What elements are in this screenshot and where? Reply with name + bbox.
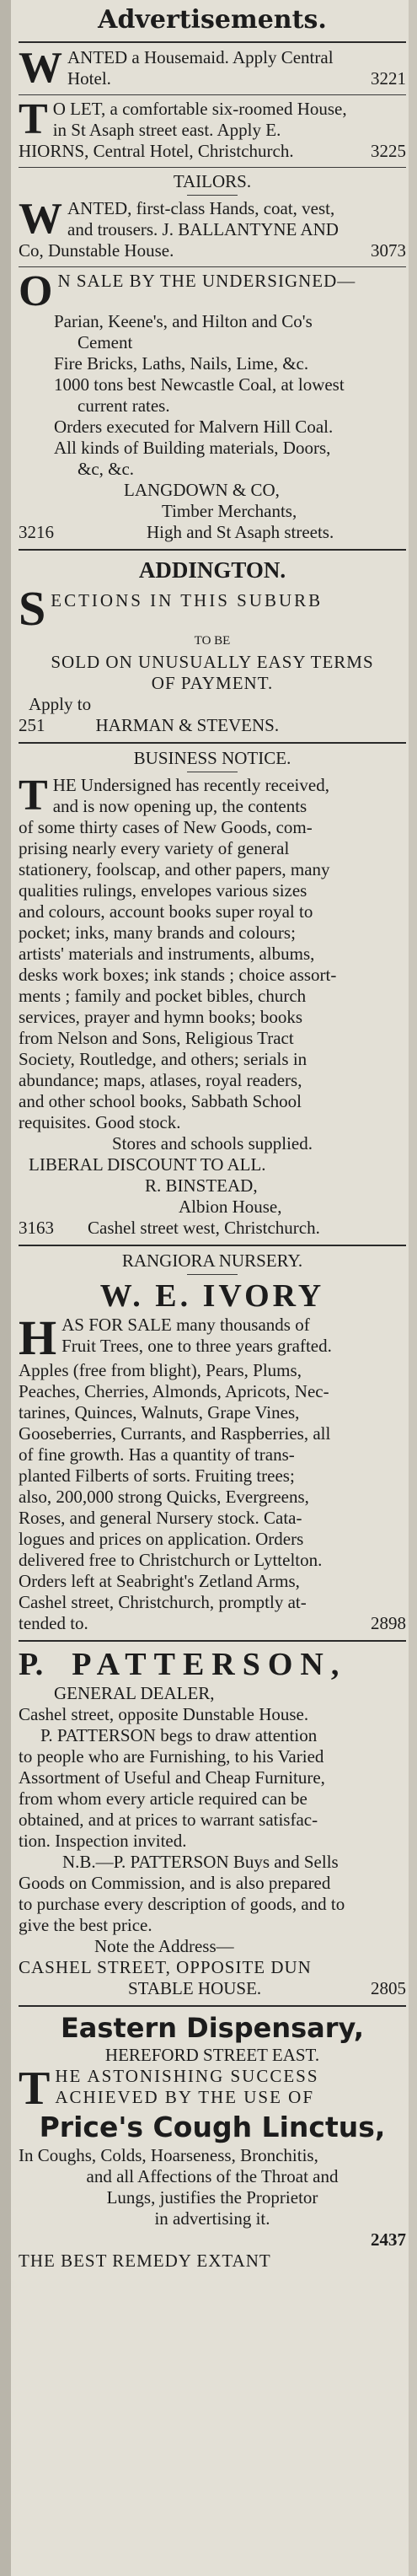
ad-line: planted Filberts of sorts. Fruiting trees; bbox=[19, 1465, 295, 1486]
ad-line: Note the Address— bbox=[94, 1936, 234, 1956]
business-name: PATTERSON, bbox=[72, 1647, 347, 1682]
ad-line: ANTED a Housemaid. Apply Central bbox=[67, 47, 334, 67]
ad-title: GENERAL DEALER, bbox=[54, 1683, 215, 1703]
ad-line: abundance; maps, atlases, royal readers, bbox=[19, 1070, 302, 1090]
signature: Timber Merchants, bbox=[162, 501, 297, 521]
ad-line: Peaches, Cherries, Almonds, Apricots, Nec- bbox=[19, 1381, 329, 1401]
ad-line: HEREFORD STREET EAST. bbox=[104, 2045, 320, 2065]
ad-line: Stores and schools supplied. bbox=[112, 1133, 313, 1154]
ad-line: Goods on Commission, and is also prepared bbox=[19, 1873, 331, 1893]
product-name: Price's Cough Linctus, bbox=[39, 2111, 386, 2143]
ad-line: Co, Dunstable House. bbox=[19, 240, 174, 261]
ad-line: in advertising it. bbox=[154, 2208, 270, 2229]
ad-line: Apply to bbox=[29, 694, 92, 714]
ad-line: OF PAYMENT. bbox=[151, 673, 274, 693]
divider bbox=[19, 1640, 406, 1642]
ad-line: HE ASTONISHING SUCCESS bbox=[55, 2066, 319, 2086]
ad-line: SOLD ON UNUSUALLY EASY TERMS bbox=[51, 652, 374, 672]
ad-line: prising nearly every variety of general bbox=[19, 838, 290, 858]
ad-line: Roses, and general Nursery stock. Cata- bbox=[19, 1508, 302, 1528]
ad-line: from whom every article required can be bbox=[19, 1788, 307, 1809]
ad-addington bbox=[19, 555, 406, 738]
ad-line: requisites. Good stock. bbox=[19, 1112, 181, 1132]
ad-patterson bbox=[19, 1646, 406, 2001]
short-rule bbox=[187, 195, 238, 196]
ad-line: stationery, foolscap, and other papers, many bbox=[19, 859, 330, 879]
ad-line: Cashel street, Christchurch, promptly at- bbox=[19, 1592, 307, 1612]
list-item: 1000 tons best Newcastle Coal, at lowest bbox=[54, 374, 345, 395]
ad-number: 2437 bbox=[371, 2229, 406, 2250]
ad-line: Cashel street, opposite Dunstable House. bbox=[19, 1704, 309, 1724]
ad-line: Fruit Trees, one to three years grafted. bbox=[61, 1336, 332, 1356]
ad-line: In Coughs, Colds, Hoarseness, Bronchitis, bbox=[19, 2145, 318, 2165]
drop-cap: O bbox=[19, 267, 53, 315]
ad-business-notice bbox=[19, 748, 406, 1240]
ad-title: RANGIORA NURSERY. bbox=[121, 1250, 303, 1271]
ad-line: Assortment of Useful and Cheap Furniture, bbox=[19, 1767, 325, 1788]
ad-line: also, 200,000 strong Quicks, Evergreens, bbox=[19, 1487, 309, 1507]
ad-line: of fine growth. Has a quantity of trans- bbox=[19, 1444, 295, 1465]
ad-line: Society, Routledge, and others; serials in bbox=[19, 1049, 307, 1069]
list-item: &c, &c. bbox=[78, 459, 135, 479]
ad-line: TO BE bbox=[194, 634, 231, 648]
list-item: Cement bbox=[78, 332, 133, 352]
drop-cap: T bbox=[19, 772, 48, 820]
ad-line: pocket; inks, many brands and colours; bbox=[19, 922, 296, 943]
ad-number: 3216 bbox=[19, 522, 54, 542]
ad-line: ECTIONS IN THIS SUBURB bbox=[51, 590, 323, 610]
ad-line: Orders left at Seabright's Zetland Arms, bbox=[19, 1571, 300, 1591]
ad-number: 2805 bbox=[371, 1978, 406, 1998]
divider bbox=[19, 1245, 406, 1246]
page-edge bbox=[409, 0, 417, 2576]
ad-on-sale bbox=[19, 267, 406, 545]
ad-line: logues and prices on application. Orders bbox=[19, 1529, 304, 1549]
ad-number: 3163 bbox=[19, 1218, 54, 1238]
ad-number: 3225 bbox=[371, 141, 406, 161]
drop-cap: S bbox=[19, 581, 46, 636]
ad-line: of some thirty cases of New Goods, com- bbox=[19, 817, 313, 837]
ad-eastern-dispensary bbox=[19, 2011, 406, 2273]
ad-title: ADDINGTON. bbox=[138, 557, 286, 583]
signature: Albion House, bbox=[179, 1197, 282, 1217]
divider bbox=[19, 167, 406, 168]
ad-line: Apples (free from blight), Pears, Plums, bbox=[19, 1360, 302, 1380]
list-item: Orders executed for Malvern Hill Coal. bbox=[54, 417, 334, 437]
advertisement-page bbox=[19, 0, 406, 2273]
signature: High and St Asaph streets. bbox=[147, 522, 334, 542]
ad-line: Lungs, justifies the Proprietor bbox=[106, 2187, 318, 2208]
ad-line: HIORNS, Central Hotel, Christchurch. bbox=[19, 141, 294, 161]
ad-title: BUSINESS NOTICE. bbox=[133, 748, 291, 768]
ad-title: Eastern Dispensary, bbox=[60, 2012, 365, 2044]
ad-line: LIBERAL DISCOUNT TO ALL. bbox=[29, 1154, 266, 1175]
ad-line: delivered free to Christchurch or Lyttelton. bbox=[19, 1550, 323, 1570]
ad-line: desks work boxes; ink stands ; choice assort- bbox=[19, 965, 337, 985]
signature: Cashel street west, Christchurch. bbox=[88, 1218, 320, 1238]
ad-line: to people who are Furnishing, to his Varied bbox=[19, 1746, 324, 1767]
ad-line: N.B.—P. PATTERSON Buys and Sells bbox=[62, 1852, 339, 1872]
signature: LANGDOWN & CO, bbox=[124, 480, 280, 500]
ad-line: AS FOR SALE many thousands of bbox=[61, 1315, 310, 1335]
drop-cap: T bbox=[19, 2062, 51, 2115]
ad-line: obtained, and at prices to warrant satisfac- bbox=[19, 1810, 318, 1830]
ad-number: 3221 bbox=[371, 68, 406, 89]
divider bbox=[19, 94, 406, 95]
ad-rangiora-nursery bbox=[19, 1250, 406, 1636]
ad-line: artists' materials and instruments, albums, bbox=[19, 944, 315, 964]
signature: R. BINSTEAD, bbox=[145, 1175, 258, 1196]
ad-number: 251 bbox=[19, 715, 45, 735]
list-item: Fire Bricks, Laths, Nails, Lime, &c. bbox=[54, 353, 309, 374]
ad-line: and is now opening up, the contents bbox=[52, 796, 307, 816]
ad-tailors bbox=[19, 171, 406, 263]
ad-title: TAILORS. bbox=[173, 171, 252, 191]
ad-line: and colours, account books super royal to bbox=[19, 901, 313, 922]
divider bbox=[19, 266, 406, 267]
ad-number: 2898 bbox=[371, 1613, 406, 1633]
list-item: All kinds of Building materials, Doors, bbox=[54, 438, 331, 458]
divider bbox=[19, 2005, 406, 2007]
ad-line: THE BEST REMEDY EXTANT bbox=[19, 2251, 271, 2271]
divider bbox=[19, 41, 406, 43]
ad-line: Gooseberries, Currants, and Raspberries, all bbox=[19, 1423, 331, 1444]
ad-line: to purchase every description of goods, and to bbox=[19, 1894, 345, 1914]
ad-line: ACHIEVED BY THE USE OF bbox=[55, 2087, 315, 2107]
page-title: Advertisements. bbox=[98, 5, 327, 35]
ad-line: tarines, Quinces, Walnuts, Grape Vines, bbox=[19, 1402, 300, 1422]
ad-line: P. PATTERSON begs to draw attention bbox=[40, 1725, 318, 1745]
ad-line: ANTED, first-class Hands, coat, vest, bbox=[67, 198, 335, 218]
ad-line: tended to. bbox=[19, 1613, 88, 1633]
drop-cap: W bbox=[19, 195, 62, 243]
ad-line: N SALE BY THE UNDERSIGNED— bbox=[57, 271, 356, 291]
ad-line: qualities rulings, envelopes various sizes bbox=[19, 880, 307, 901]
ad-line: HE Undersigned has recently received, bbox=[52, 775, 329, 795]
ad-line: ments ; family and pocket bibles, church bbox=[19, 986, 307, 1006]
page-gutter bbox=[0, 0, 11, 2576]
ad-line: from Nelson and Sons, Religious Tract bbox=[19, 1028, 294, 1048]
ad-line: and other school books, Sabbath School bbox=[19, 1091, 302, 1111]
ad-line: and all Affections of the Throat and bbox=[86, 2166, 339, 2186]
ad-line: STABLE HOUSE. bbox=[128, 1978, 262, 1998]
ad-line: give the best price. bbox=[19, 1915, 152, 1935]
drop-cap: T bbox=[19, 95, 48, 143]
short-rule bbox=[187, 1274, 238, 1275]
divider bbox=[19, 742, 406, 744]
ad-line: in St Asaph street east. Apply E. bbox=[52, 120, 281, 140]
firm-name: HARMAN & STEVENS. bbox=[95, 715, 280, 735]
list-item: Parian, Keene's, and Hilton and Co's bbox=[54, 311, 313, 331]
business-name: W. E. IVORY bbox=[99, 1278, 325, 1314]
ad-to-let bbox=[19, 95, 406, 164]
ad-number: 3073 bbox=[371, 240, 406, 261]
drop-cap: W bbox=[19, 44, 62, 92]
ad-line: Hotel. bbox=[67, 68, 111, 89]
ad-line: and trousers. J. BALLANTYNE AND bbox=[67, 219, 339, 239]
ad-line: services, prayer and hymn books; books bbox=[19, 1007, 303, 1027]
divider bbox=[19, 549, 406, 551]
drop-cap: H bbox=[19, 1310, 57, 1365]
ad-line: O LET, a comfortable six-roomed House, bbox=[52, 99, 347, 119]
ad-housemaid bbox=[19, 44, 406, 92]
list-item: current rates. bbox=[78, 395, 170, 416]
ad-line: CASHEL STREET, OPPOSITE DUN bbox=[19, 1957, 312, 1977]
name-initial: P. bbox=[19, 1647, 44, 1682]
ad-line: tion. Inspection invited. bbox=[19, 1831, 187, 1851]
